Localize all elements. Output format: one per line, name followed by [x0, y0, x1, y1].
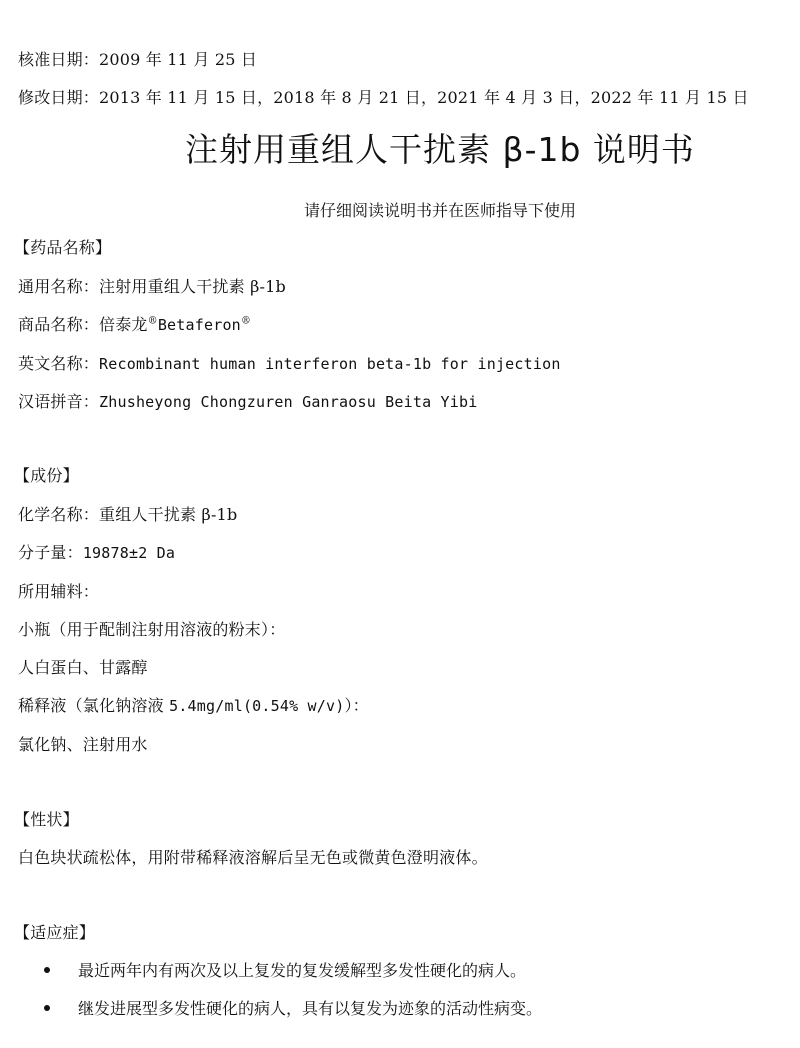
- pinyin-row: [18, 392, 477, 412]
- pinyin-value: Zhusheyong Chongzuren Ganraosu Beita Yibi: [99, 393, 478, 411]
- trade-name-label: 商品名称：: [18, 315, 100, 334]
- diluent-label-a: 稀释液（氯化钠溶液: [18, 696, 170, 715]
- chemical-name-label: 化学名称：: [18, 505, 100, 524]
- diluent-label-c: ）：: [344, 696, 369, 715]
- section-heading-drug-name: 【药品名称】: [14, 238, 112, 257]
- section-heading-indications: 【适应症】: [14, 923, 96, 942]
- approval-date: 核准日期：2009 年 11 月 25 日: [18, 50, 258, 69]
- indication-item: [44, 961, 526, 981]
- revision-date: 修改日期：2013 年 11 月 15 日，2018 年 8 月 21 日，2021 年 4 月 3 日，2022 年 11 月 15 日: [18, 88, 749, 107]
- molecular-weight-label: 分子量：: [18, 543, 83, 562]
- english-name-row: [18, 354, 561, 374]
- trade-name-cn: 倍泰龙: [99, 315, 148, 334]
- excipients-label: 所用辅料：: [18, 582, 100, 601]
- diluent-label-b: 5.4mg/ml(0.54% w/v): [169, 697, 345, 715]
- vial-label: 小瓶（用于配制注射用溶液的粉末）：: [18, 620, 286, 639]
- document-title: 注射用重组人干扰素 β-1b 说明书: [185, 130, 695, 169]
- pinyin-label: 汉语拼音：: [18, 392, 100, 411]
- molecular-weight-row: [18, 543, 175, 563]
- diluent-value: 氯化钠、注射用水: [18, 735, 148, 754]
- chemical-name-row: [18, 505, 237, 525]
- trade-name-en: Betaferon: [157, 316, 241, 334]
- chemical-name-value: 重组人干扰素 β-1b: [99, 505, 238, 524]
- section-heading-composition: 【成份】: [14, 466, 79, 485]
- vial-value: 人白蛋白、甘露醇: [18, 658, 148, 677]
- molecular-weight-value: 19878±2 Da: [82, 544, 176, 562]
- indication-text: 最近两年内有两次及以上复发的复发缓解型多发性硬化的病人。: [78, 961, 527, 980]
- registered-mark: ®: [147, 315, 158, 327]
- section-heading-description: 【性状】: [14, 810, 79, 829]
- indication-text: 继发进展型多发性硬化的病人，具有以复发为迹象的活动性病变。: [78, 999, 543, 1018]
- trade-name-row: [18, 315, 251, 335]
- description-text: 白色块状疏松体，用附带稀释液溶解后呈无色或微黄色澄明液体。: [18, 848, 488, 867]
- bullet-icon: [44, 967, 50, 973]
- diluent-row: [18, 696, 369, 716]
- generic-name-label: 通用名称：: [18, 277, 100, 296]
- english-name-label: 英文名称：: [18, 354, 100, 373]
- indication-item: [44, 999, 542, 1019]
- english-name-value: Recombinant human interferon beta-1b for injection: [99, 355, 561, 373]
- bullet-icon: [44, 1005, 50, 1011]
- generic-name-row: [18, 277, 286, 297]
- generic-name-value: 注射用重组人干扰素 β-1b: [99, 277, 286, 296]
- registered-mark-2: ®: [240, 315, 252, 327]
- document-subtitle: 请仔细阅读说明书并在医师指导下使用: [303, 201, 576, 220]
